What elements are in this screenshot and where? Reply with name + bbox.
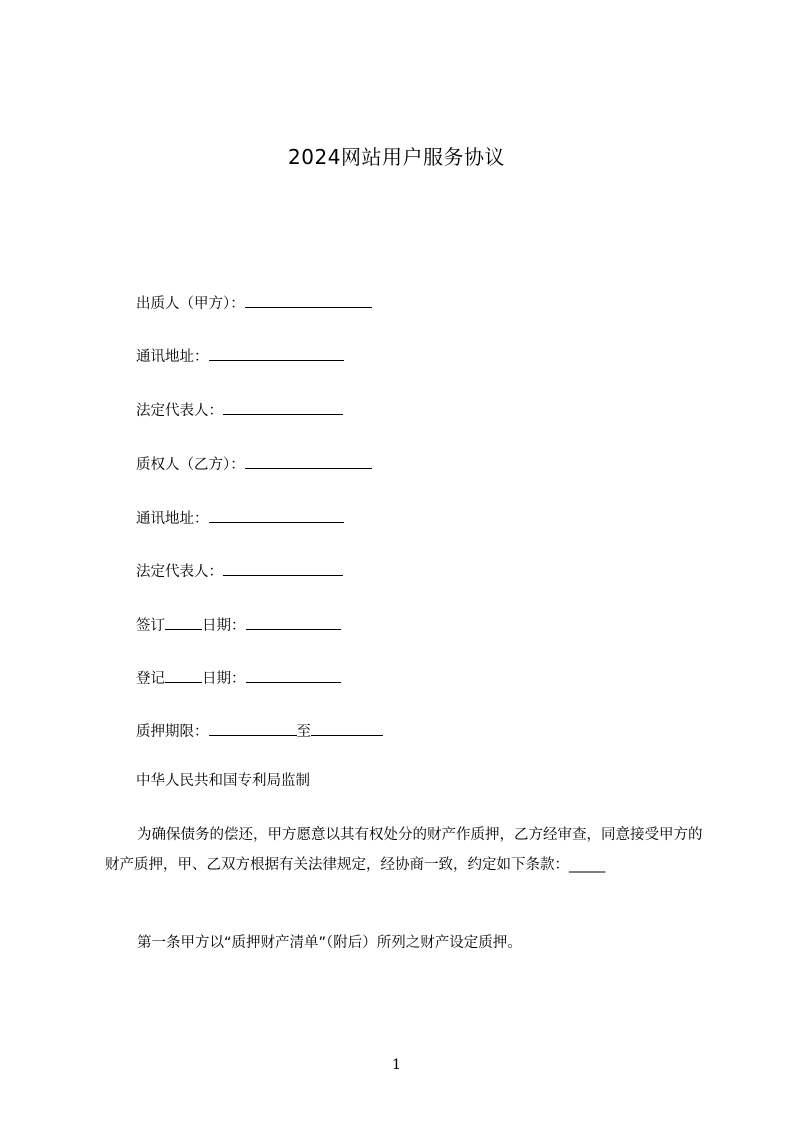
pledgor-label: 出质人（甲方）： — [136, 296, 245, 312]
pledgor-representative-label: 法定代表人： — [136, 403, 223, 419]
pledge-term-to-label: 至 — [296, 724, 311, 740]
signing-date-field — [136, 614, 341, 636]
pledgor-representative-blank[interactable] — [223, 399, 343, 415]
office-line: 中华人民共和国专利局监制 — [136, 773, 310, 789]
pledgor-address-label: 通讯地址： — [136, 349, 209, 365]
registration-label: 登记 — [136, 671, 165, 687]
pledgor-address-field — [136, 345, 344, 367]
signing-date-label: 日期： — [202, 618, 246, 634]
registration-date-blank[interactable] — [246, 667, 341, 683]
pledgee-label: 质权人（乙方）： — [136, 457, 245, 473]
signing-label: 签订 — [136, 618, 165, 634]
pledgee-representative-field — [136, 560, 343, 582]
pledgor-address-blank[interactable] — [209, 345, 344, 361]
pledge-term-field — [136, 720, 383, 742]
registration-date-field — [136, 667, 341, 689]
pledgee-address-label: 通讯地址： — [136, 511, 209, 527]
signing-blank[interactable] — [165, 614, 202, 630]
pledge-term-start-blank[interactable] — [209, 720, 297, 736]
pledgor-field — [136, 292, 372, 314]
pledgee-address-field — [136, 507, 344, 529]
pledge-term-end-blank[interactable] — [311, 720, 383, 736]
registration-blank[interactable] — [165, 667, 202, 683]
page-number: 1 — [392, 1057, 401, 1073]
pledgee-representative-blank[interactable] — [223, 560, 343, 576]
pledgor-blank[interactable] — [245, 292, 372, 308]
pledge-term-label: 质押期限： — [136, 724, 209, 740]
pledgor-representative-field — [136, 399, 343, 421]
registration-date-label: 日期： — [202, 671, 246, 687]
signing-date-blank[interactable] — [246, 614, 341, 630]
document-title: 2024网站用户服务协议 — [288, 145, 505, 169]
article-one-paragraph: 第一条甲方以“质押财产清单”（附后）所列之财产设定质押。 — [137, 935, 522, 951]
pledgee-address-blank[interactable] — [209, 507, 344, 523]
intro-paragraph: 为确保债务的偿还，甲方愿意以其有权处分的财产作质押，乙方经审查，同意接受甲方的财产质押，甲、乙双方根据有关法律规定，经协商一致，约定如下条款：_____ — [105, 827, 703, 873]
pledgee-field — [136, 453, 372, 475]
pledgee-blank[interactable] — [245, 453, 372, 469]
pledgee-representative-label: 法定代表人： — [136, 564, 223, 580]
